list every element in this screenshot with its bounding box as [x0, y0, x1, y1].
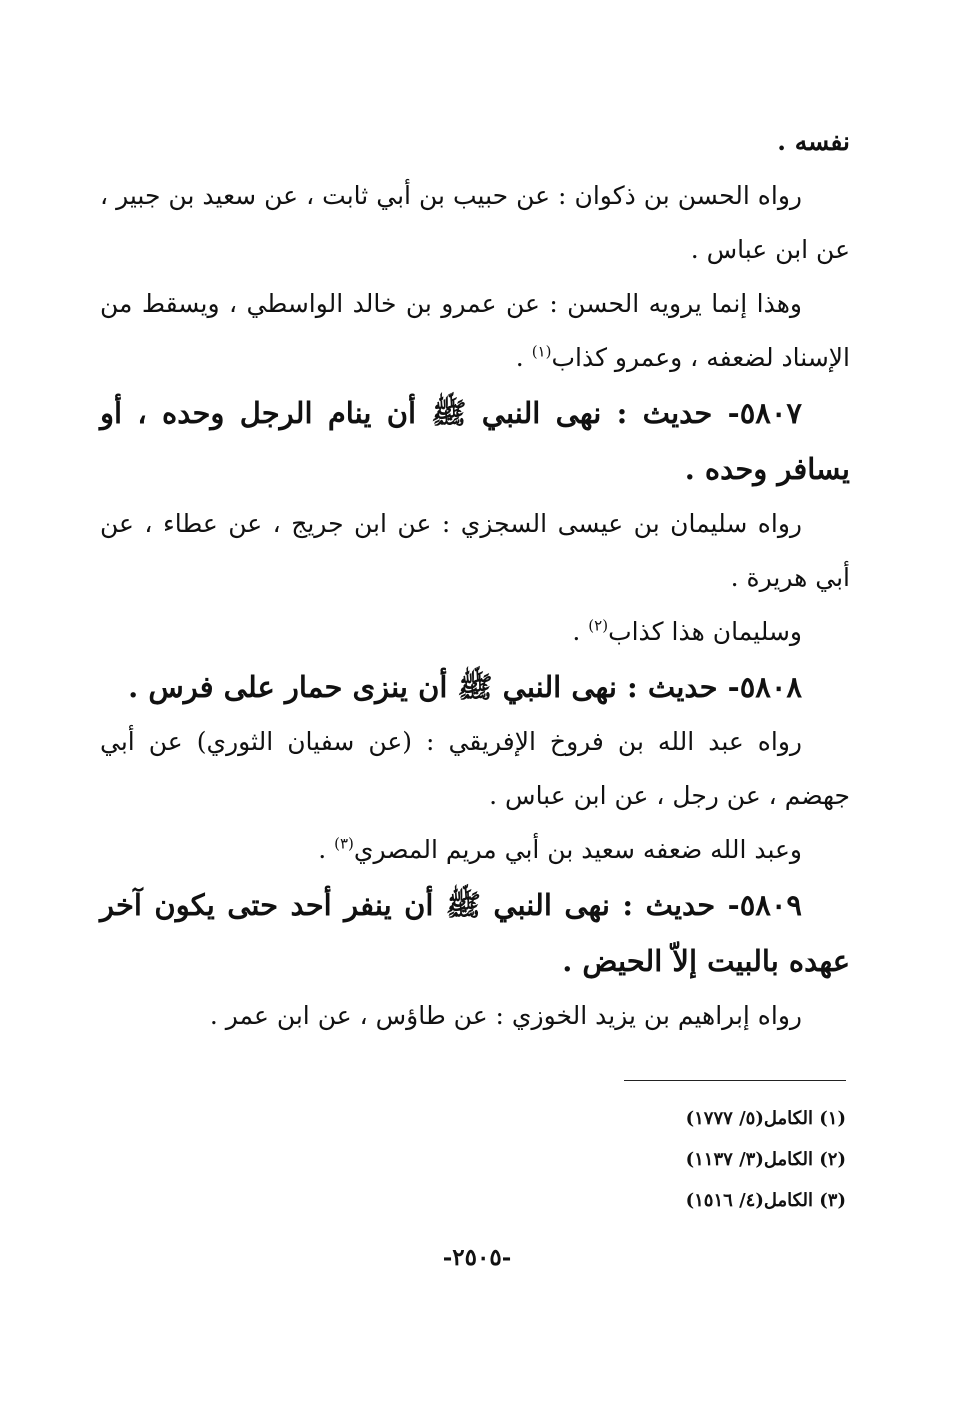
paragraph-comment: وسليمان هذا كذاب$^{(٢)}$ .	[572, 616, 802, 646]
paragraph-narration: رواه سليمان بن عيسى السجزي : عن ابن جريج ، عن عطاء ، عن أبي هريرة .	[100, 509, 850, 592]
page-number: -٢٥٠٥-	[442, 1244, 512, 1271]
paragraph-narration: رواه إبراهيم بن يزيد الخوزي : عن طاؤس ، عن ابن عمر .	[209, 1001, 802, 1030]
footnote-item: (٢) الكامل(٣/ ١١٣٧)	[685, 1149, 846, 1170]
page-body	[100, 115, 850, 1043]
footnote-item: (٣) الكامل(٤/ ١٥١٦)	[685, 1190, 846, 1211]
footnote-item: (١) الكامل(٥/ ١٧٧٧)	[685, 1108, 846, 1129]
footnote-ref: (٣)	[334, 834, 354, 853]
paragraph-continuation: نفسه .	[777, 127, 850, 156]
footnote-ref: (٢)	[588, 616, 609, 635]
paragraph-comment: وعبد الله ضعفه سعيد بن أبي مريم المصري$^{(٣)}$ .	[318, 834, 802, 864]
footnote-divider	[624, 1080, 846, 1081]
hadith-heading-5808: ٥٨٠٨- حديث : نهى النبي ﷺ أن ينزى حمار على فرس .	[128, 670, 802, 704]
footnotes	[446, 1098, 846, 1221]
paragraph-comment: وهذا إنما يرويه الحسن : عن عمرو بن خالد الواسطي ، ويسقط من الإسناد لضعفه ، وعمرو كذاب$^{(١)}$ .	[100, 289, 850, 372]
paragraph-narration: رواه عبد الله بن فروخ الإفريقي : (عن سفيان الثوري) عن أبي جهضم ، عن رجل ، عن ابن عباس .	[100, 727, 850, 810]
hadith-heading-5807: ٥٨٠٧- حديث : نهى النبي ﷺ أن ينام الرجل وحده ، أو يسافر وحده .	[100, 396, 850, 486]
paragraph-narration: رواه الحسن بن ذكوان : عن حبيب بن أبي ثابت ، عن سعيد بن جبير ، عن ابن عباس .	[100, 181, 850, 264]
footnote-ref: (١)	[531, 342, 552, 361]
hadith-heading-5809: ٥٨٠٩- حديث : نهى النبي ﷺ أن ينفر أحد حتى يكون آخر عهده بالبيت إلاّ الحيض .	[100, 888, 850, 978]
